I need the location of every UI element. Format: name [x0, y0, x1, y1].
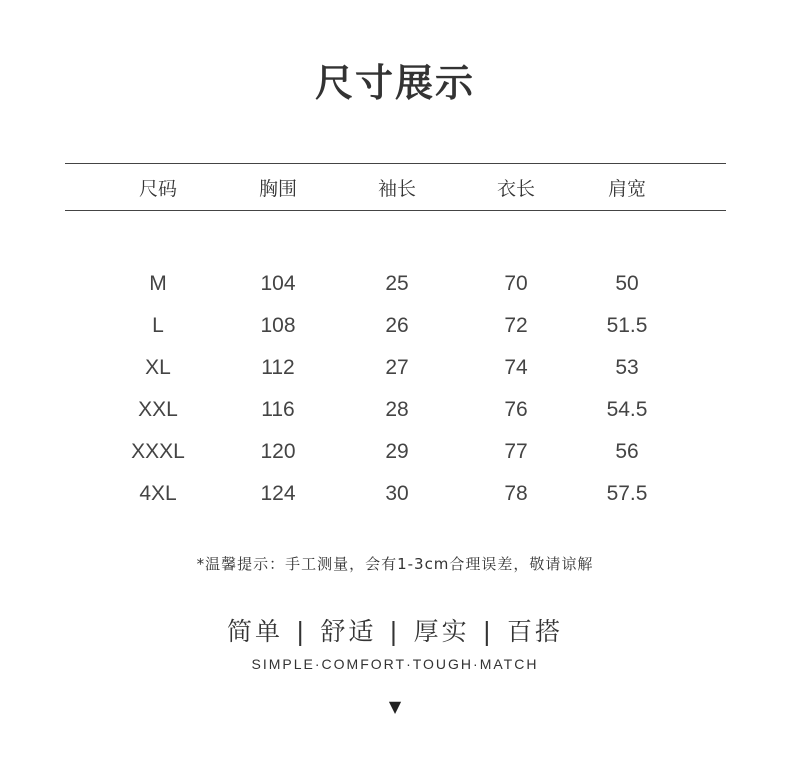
table-cell: 120 [260, 440, 296, 463]
table-cell: 77 [504, 440, 528, 463]
page-title: 尺寸展示 [314, 61, 475, 105]
table-cell: 25 [385, 272, 409, 295]
header-shoulder: 肩宽 [607, 178, 646, 200]
table-cell: L [152, 314, 164, 337]
table-cell: 57.5 [606, 482, 648, 505]
table-cell: 74 [504, 356, 528, 379]
table-header-rule [65, 210, 726, 211]
table-cell: 78 [504, 482, 528, 505]
table-cell: M [149, 272, 167, 295]
header-sleeve: 袖长 [377, 178, 416, 200]
table-cell: 26 [385, 314, 409, 337]
header-size: 尺码 [138, 178, 177, 200]
header-chest: 胸围 [258, 178, 297, 200]
table-cell: XL [145, 356, 171, 379]
header-length: 衣长 [496, 178, 535, 200]
measurement-note: *温馨提示：手工测量，会有1-3cm合理误差，敬请谅解 [196, 555, 594, 573]
slogan: 简单 | 舒适 | 厚实 | 百搭 [227, 617, 563, 646]
table-cell: 4XL [139, 482, 177, 505]
table-cell: 54.5 [606, 398, 648, 421]
table-cell: 29 [385, 440, 409, 463]
table-cell: 27 [385, 356, 409, 379]
slogan-english: SIMPLE·COMFORT·TOUGH·MATCH [251, 656, 539, 672]
table-cell: 56 [615, 440, 639, 463]
table-cell: XXXL [131, 440, 185, 463]
table-cell: 70 [504, 272, 528, 295]
table-cell: 51.5 [606, 314, 648, 337]
table-cell: 112 [261, 356, 295, 379]
table-cell: 104 [260, 272, 296, 295]
table-cell: 116 [261, 398, 295, 421]
table-cell: 72 [504, 314, 528, 337]
table-cell: 28 [385, 398, 409, 421]
down-arrow-icon: ▼ [388, 697, 402, 716]
table-cell: 53 [615, 356, 639, 379]
table-cell: 124 [260, 482, 296, 505]
table-cell: 108 [260, 314, 296, 337]
table-cell: 50 [615, 272, 639, 295]
table-cell: 76 [504, 398, 528, 421]
table-cell: XXL [138, 398, 178, 421]
table-top-rule [65, 163, 726, 164]
table-cell: 30 [385, 482, 409, 505]
